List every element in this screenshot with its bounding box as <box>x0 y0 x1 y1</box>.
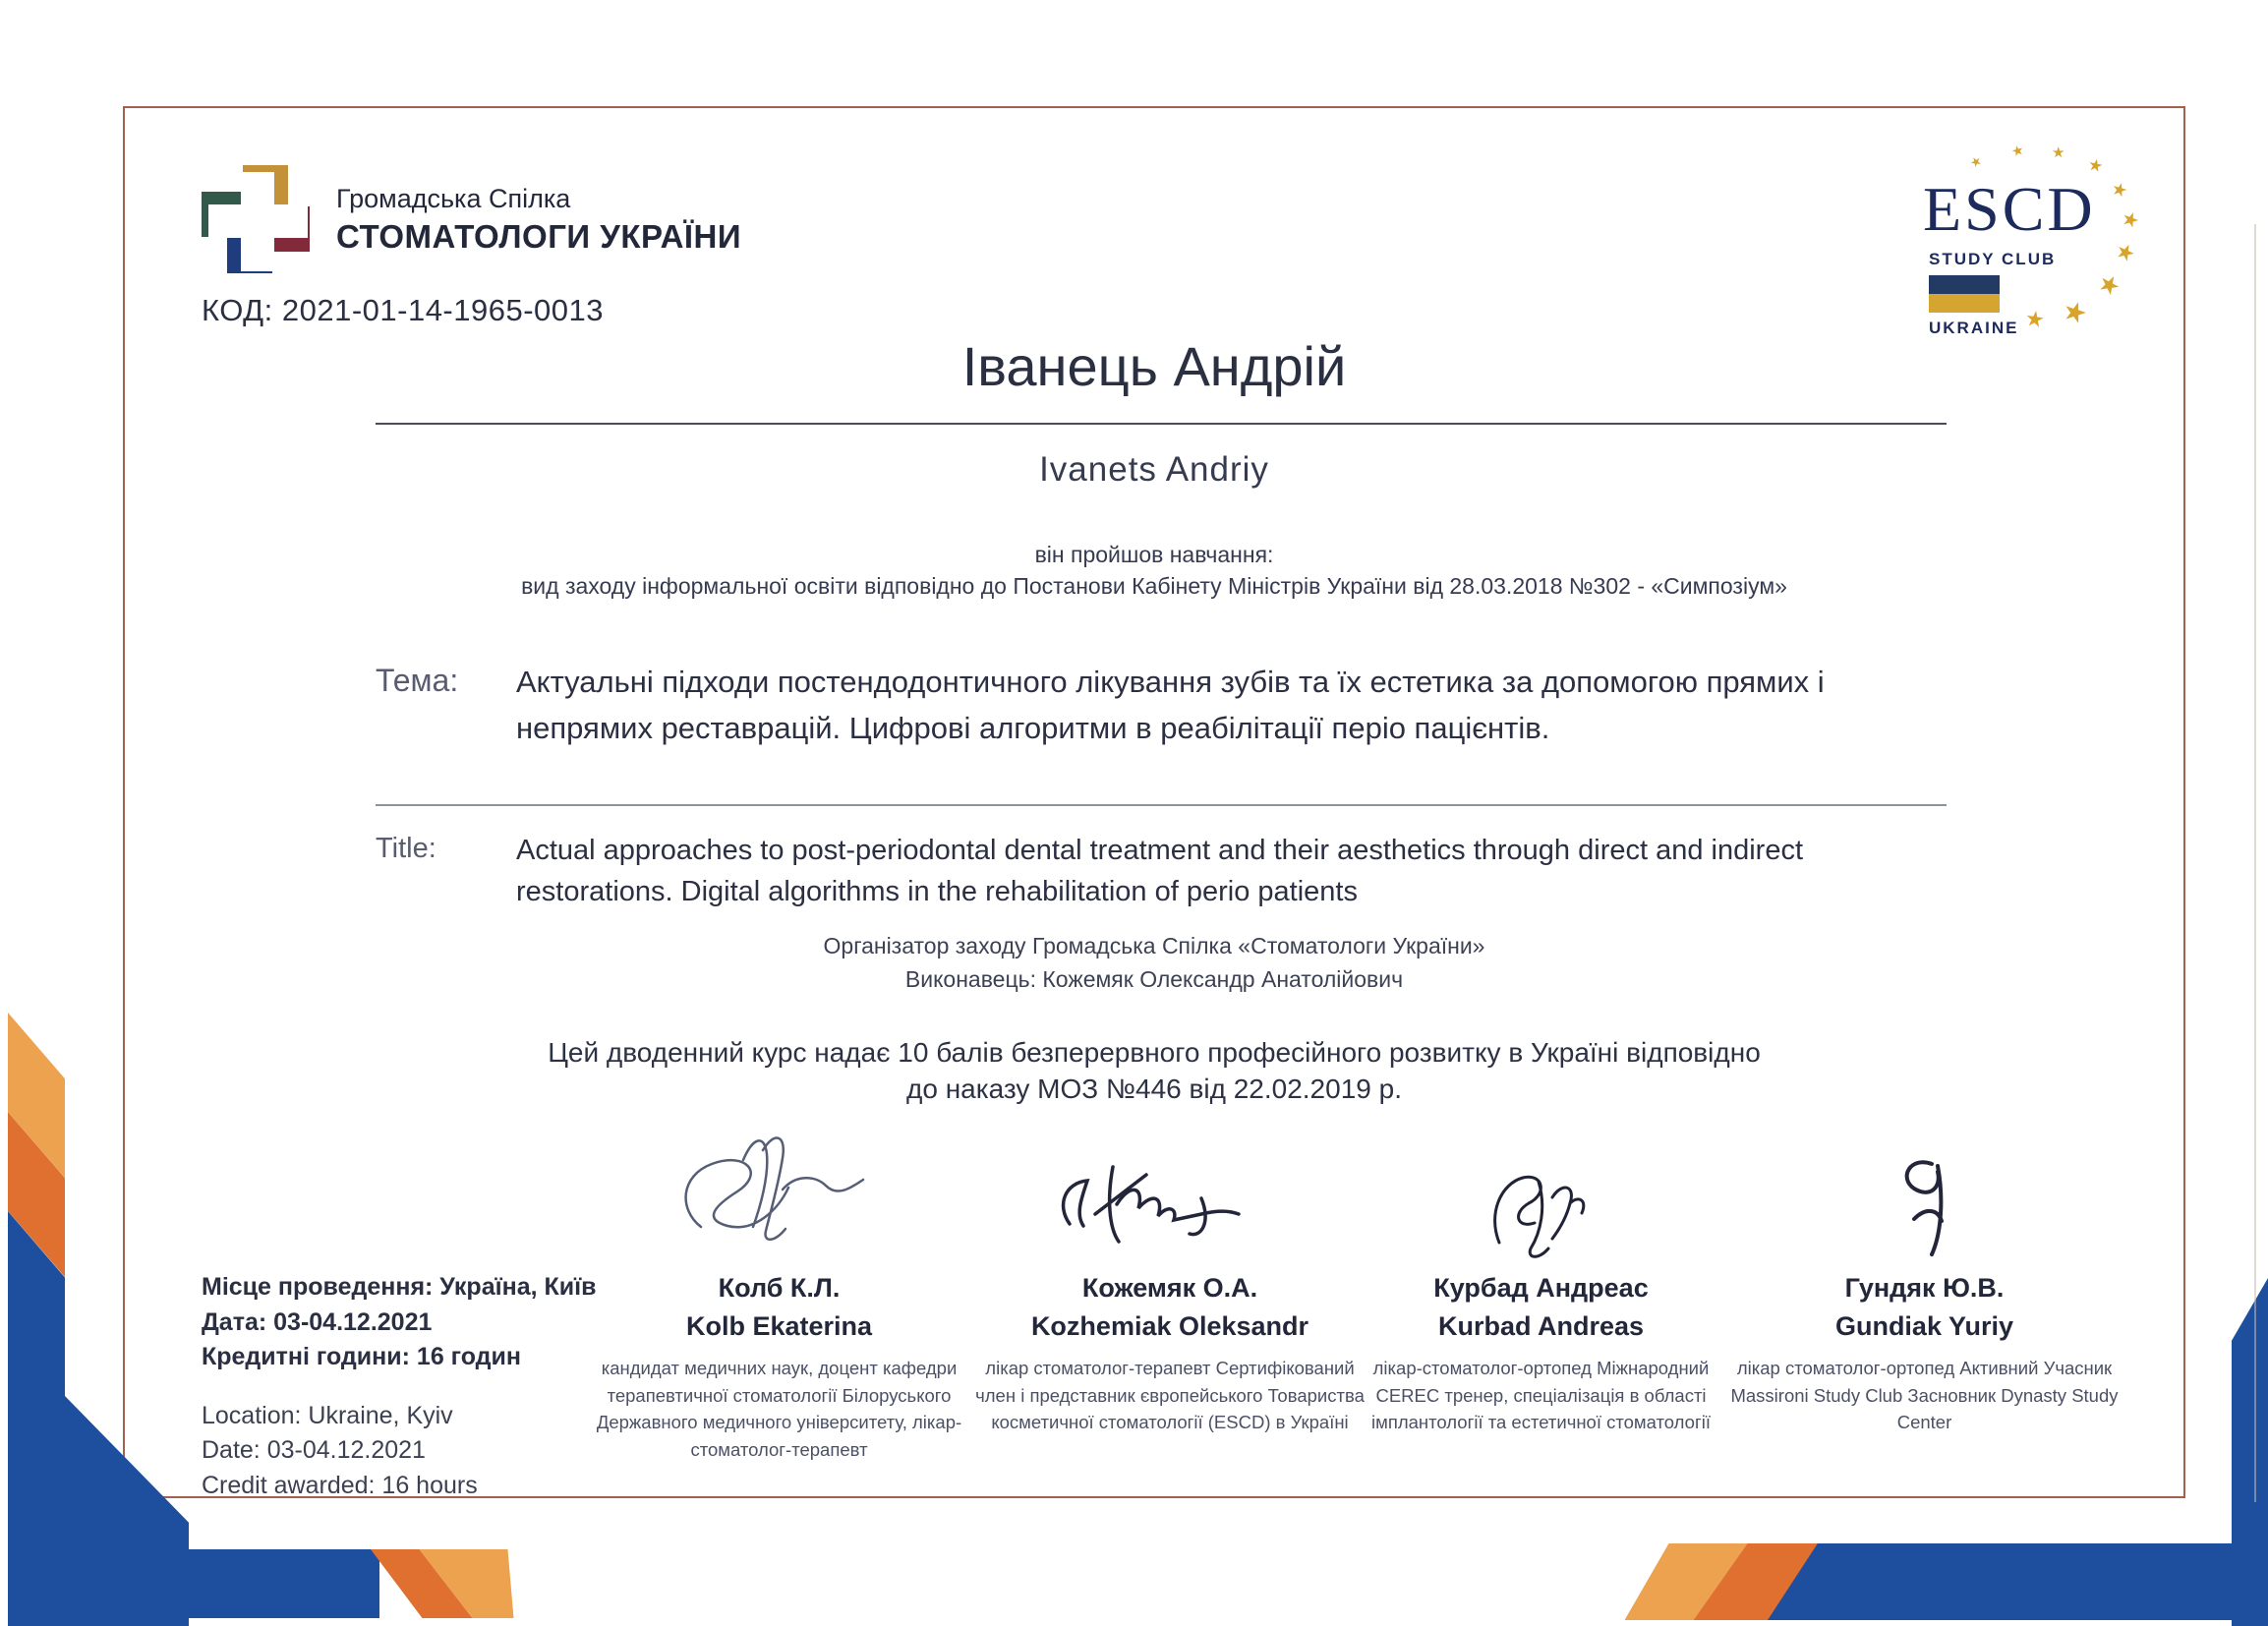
flag-gold-band <box>1929 294 2000 313</box>
star-icon: ★ <box>2086 154 2106 177</box>
signatory-name-en: Kurbad Andreas <box>1437 1310 1645 1341</box>
star-icon: ★ <box>2109 178 2130 202</box>
signature-gundiak-icon <box>1706 1109 2143 1266</box>
signatory-column-kolb <box>585 1109 973 1464</box>
signatory-column-kurbad <box>1347 1109 1735 1436</box>
title-label: Title: <box>376 833 436 864</box>
signature-kozhemiak-icon <box>968 1109 1371 1266</box>
org-cross-logo-icon <box>202 165 315 278</box>
cross-white-plus <box>208 204 308 238</box>
star-icon: ★ <box>2009 141 2026 160</box>
signatory-desc: кандидат медичних наук, доцент кафедри терапевтичної стоматології Білоруського Державного медичного університету, лікар-стоматолог-терапевт <box>596 1357 962 1461</box>
event-location-en: Location: Ukraine, Kyiv <box>202 1401 453 1429</box>
signatory-name-uk: Гундяк Ю.В. <box>1844 1273 2005 1303</box>
signatory-desc: лікар-стоматолог-ортопед Міжнародний CEREC тренер, спеціалізація в області імплантології та естетичної стоматології <box>1371 1357 1711 1433</box>
section-divider <box>376 804 1947 806</box>
ribbon-left-blue <box>8 1211 65 1626</box>
org-name <box>336 183 741 257</box>
recipient-name-en: Ivanets Andriy <box>1039 450 1269 489</box>
divider-under-name <box>376 423 1947 425</box>
tema-text: Актуальні підходи постендодонтичного лікування зубів та їх естетика за допомогою прямих і непрямих реставрацій. Цифрові алгоритми в реабілітації періо пацієнтів. <box>516 665 1825 746</box>
signatory-name-en: Gundiak Yuriy <box>1834 1310 2014 1341</box>
signatory-name-uk: Кожемяк О.А. <box>1081 1273 1258 1303</box>
ribbon-right-blue-strip <box>2232 1278 2268 1626</box>
credit-line-1: Цей дводенний курс надає 10 балів безперервного професійного розвитку в Україні відповідно <box>548 1037 1761 1068</box>
title-text: Actual approaches to post-periodontal dental treatment and their aesthetics through direct and indirect restorations. Digital algorithms in the rehabilitation of perio patients <box>516 835 1804 908</box>
flag-blue-band <box>1929 275 2000 294</box>
event-credit-uk: Кредитні години: 16 годин <box>202 1343 522 1370</box>
signatory-desc: лікар стоматолог-ортопед Активний Учасник Massironi Study Club Засновник Dynasty Study Center <box>1730 1357 2119 1433</box>
scan-edge-line <box>2254 224 2256 1502</box>
org-name-line2: СТОМАТОЛОГИ УКРАЇНИ <box>336 217 742 255</box>
signatory-name-en: Kozhemiak Oleksandr <box>1030 1310 1309 1341</box>
ribbon-bottom-right-blue <box>1768 1543 2268 1620</box>
escd-title: ESCD <box>1923 174 2096 244</box>
star-icon: ★ <box>2118 206 2143 234</box>
signatory-name-uk: Колб К.Л. <box>718 1273 841 1303</box>
spacer <box>202 1375 597 1399</box>
credit-line-2: до наказу МОЗ №446 від 22.02.2019 р. <box>906 1074 1402 1104</box>
escd-subtitle: STUDY CLUB <box>1929 250 2057 268</box>
event-date-uk: Дата: 03-04.12.2021 <box>202 1307 433 1336</box>
signatory-name-en: Kolb Ekaterina <box>685 1310 873 1341</box>
training-line-1: він пройшов навчання: <box>1034 542 1274 567</box>
ukraine-flag-icon <box>1929 275 2000 313</box>
recipient-name-uk: Іванець Андрій <box>961 335 1347 397</box>
tema-label: Тема: <box>376 663 459 698</box>
star-icon: ★ <box>2023 305 2047 333</box>
org-name-line1: Громадська Спілка <box>336 184 571 213</box>
star-icon: ★ <box>2092 267 2125 303</box>
event-date-en: Date: 03-04.12.2021 <box>202 1436 426 1464</box>
certificate-code: КОД: 2021-01-14-1965-0013 <box>202 293 605 327</box>
executor-line: Виконавець: Кожемяк Олександр Анатолійович <box>904 966 1404 992</box>
signature-kurbad-icon <box>1347 1109 1735 1266</box>
event-location-uk: Місце проведення: Україна, Київ <box>202 1273 597 1301</box>
signatory-column-gundiak <box>1706 1109 2143 1436</box>
star-icon: ★ <box>2058 293 2092 331</box>
training-line-2: вид заходу інформальної освіти відповідно до Постанови Кабінету Міністрів України від 28.03.2018 №302 - «Симпозіум» <box>521 573 1787 599</box>
signatory-name-uk: Курбад Андреас <box>1433 1273 1649 1303</box>
organizer-line: Організатор заходу Громадська Спілка «Стоматологи України» <box>823 933 1485 958</box>
star-icon: ★ <box>2052 145 2065 161</box>
star-icon: ★ <box>1967 152 1985 171</box>
event-credit-en: Credit awarded: 16 hours <box>202 1471 478 1499</box>
event-info <box>202 1270 597 1503</box>
escd-country: UKRAINE <box>1929 319 2019 337</box>
star-icon: ★ <box>2111 237 2140 267</box>
ribbon-bottom-left-blue <box>65 1549 379 1618</box>
signature-kolb-icon <box>585 1109 973 1266</box>
signatory-column-kozhemiak <box>968 1109 1371 1436</box>
signatory-desc: лікар стоматолог-терапевт Сертифікований член і представник європейського Товариства косметичної стоматології (ESCD) в Україні <box>975 1357 1365 1433</box>
